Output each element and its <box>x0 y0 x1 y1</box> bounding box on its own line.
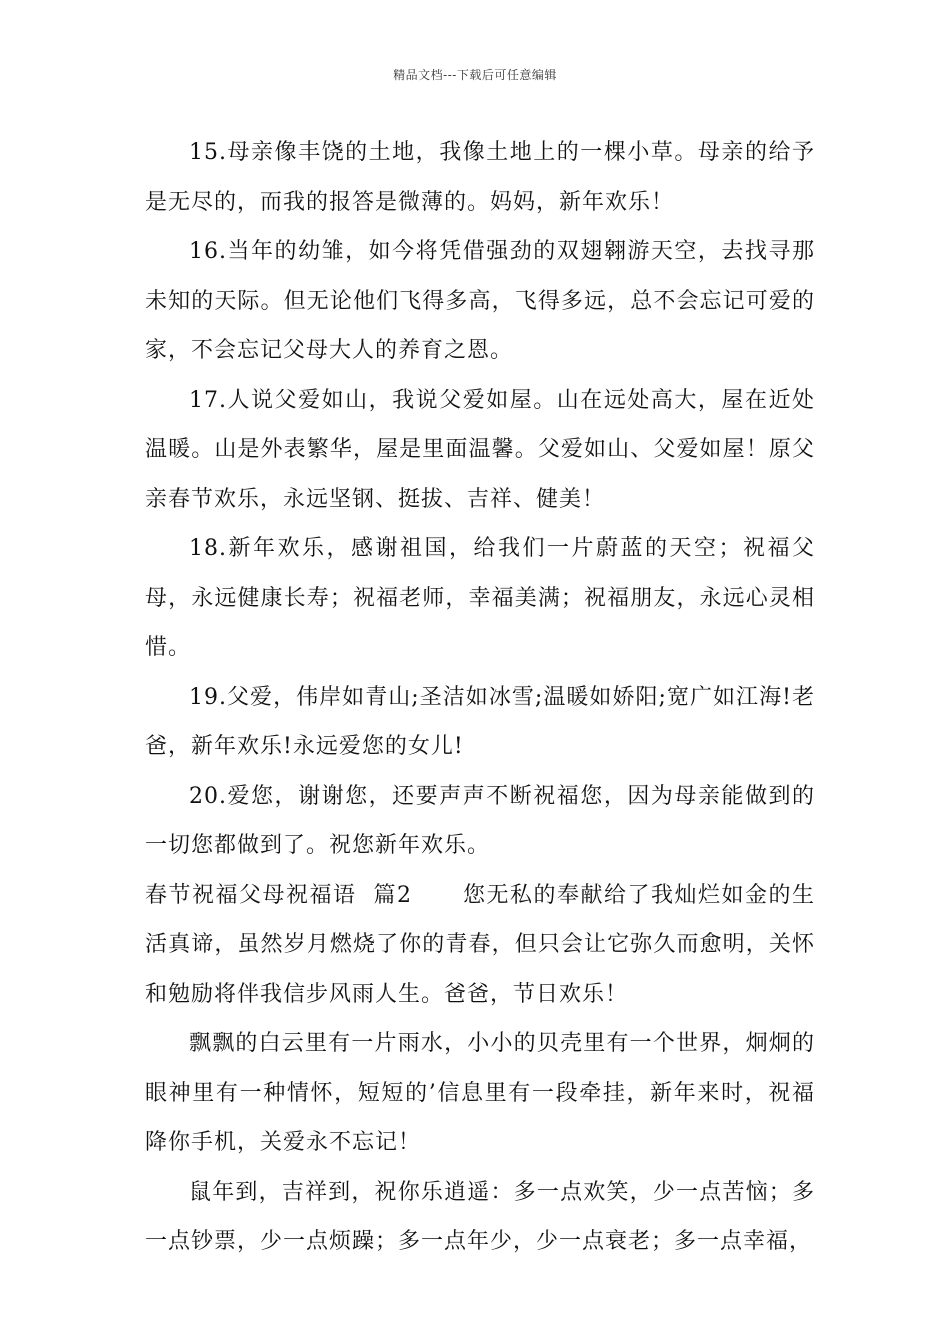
paragraph-17: 17.人说父爱如山，我说父爱如屋。山在远处高大，屋在近处温暖。山是外表繁华，屋是里面温馨。父爱如山、父爱如屋！原父亲春节欢乐，永远坚钢、挺拔、吉祥、健美！ <box>145 387 815 512</box>
paragraph-18: 18.新年欢乐，感谢祖国，给我们一片蔚蓝的天空；祝福父母，永远健康长寿；祝福老师，幸福美满；祝福朋友，永远心灵相惜。 <box>145 536 815 660</box>
paragraph-20: 20.爱您，谢谢您，还要声声不断祝福您，因为母亲能做到的一切您都做到了。祝您新年欢乐。 <box>145 783 815 858</box>
page-header: 精品文档---下载后可任意编辑 <box>393 68 557 82</box>
paragraph-clouds: 飘飘的白云里有一片雨水，小小的贝壳里有一个世界，炯炯的眼神里有一种情怀，短短的’信息里有一段牵挂，新年来时，祝福降你手机，关爱永不忘记！ <box>145 1031 815 1155</box>
section-heading-paragraph: 春节祝福父母祝福语 篇2 您无私的奉献给了我灿烂如金的生活真谛，虽然岁月燃烧了你的青春，但只会让它弥久而愈明，关怀和勉励将伴我信步风雨人生。爸爸，节日欢乐！ <box>145 882 815 1007</box>
paragraph-19: 19.父爱，伟岸如青山;圣洁如冰雪;温暖如娇阳;宽广如江海!老爸，新年欢乐!永远爱您的女儿! <box>145 684 815 759</box>
paragraph-16: 16.当年的幼雏，如今将凭借强劲的双翅翱游天空，去找寻那未知的天际。但无论他们飞得多高，飞得多远，总不会忘记可爱的家，不会忘记父母大人的养育之恩。 <box>145 239 815 363</box>
document-body <box>145 128 815 1267</box>
paragraph-15: 15.母亲像丰饶的土地，我像土地上的一棵小草。母亲的给予是无尽的，而我的报答是微薄的。妈妈，新年欢乐！ <box>145 140 815 215</box>
paragraph-rat-year: 鼠年到，吉祥到，祝你乐逍遥：多一点欢笑，少一点苦恼；多一点钞票，少一点烦躁；多一点年少，少一点衰老；多一点幸福， <box>145 1179 815 1254</box>
